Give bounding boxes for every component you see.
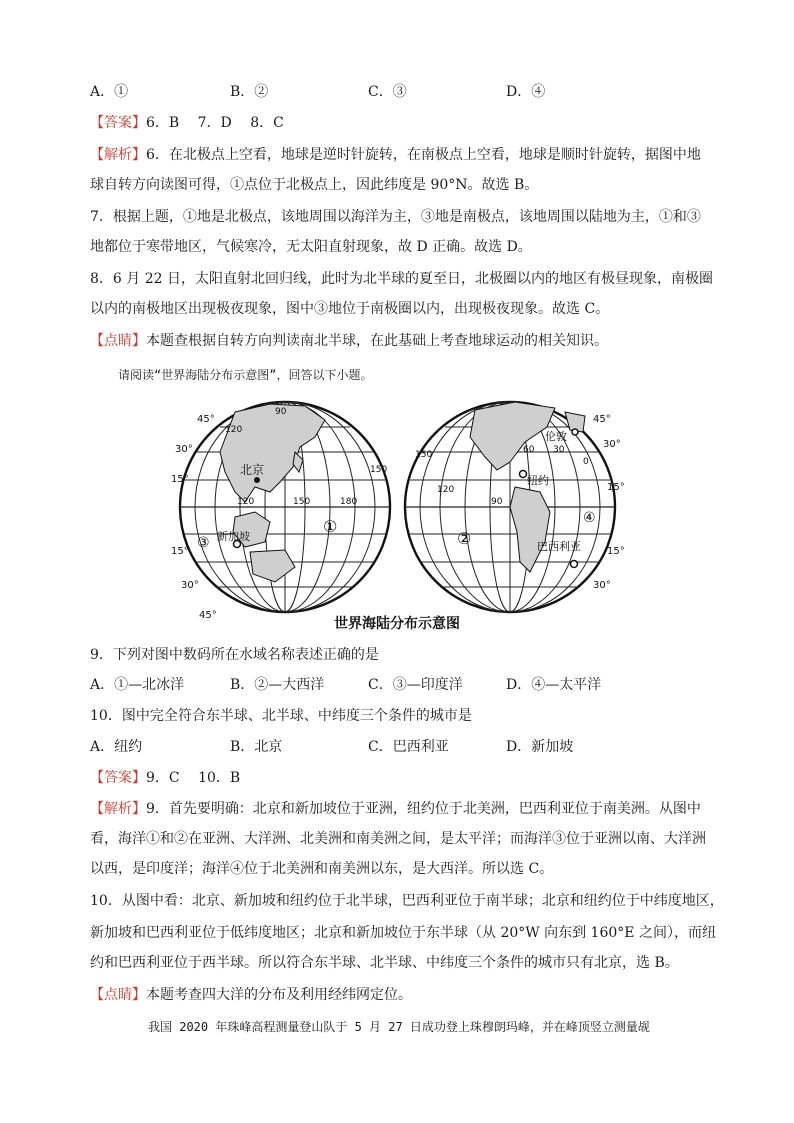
right-lat-15n: 15° (607, 482, 625, 493)
q9-option-d: D．④—太平洋 (506, 677, 602, 693)
analysis2-line-4: 10．从图中看：北京、新加坡和纽约位于北半球，巴西利亚位于南半球；北京和纽约位于中纬度地区， (90, 893, 724, 909)
left-lat-30s: 30° (181, 580, 199, 591)
london-dot (572, 429, 578, 435)
left-city-singapore: 新加坡 (217, 530, 250, 543)
right-lon-2: 120 (437, 485, 455, 495)
reading-intro: 请阅读“世界海陆分布示意图”，回答以下小题。 (118, 368, 373, 382)
comment-tag: 【点睛】 (90, 333, 146, 349)
q9-stem: 9．下列对图中数码所在水域名称表述正确的是 (90, 647, 379, 663)
brasilia-dot (571, 561, 578, 568)
right-lon-5: 30 (553, 445, 565, 455)
analysis2-line-2: 看，海洋①和②在亚洲、大洋洲、北美洲和南美洲之间，是太平洋；而海洋③位于亚洲以南、大洋洲 (90, 831, 706, 847)
q9-option-b: B．②—大西洋 (230, 677, 325, 693)
analysis2-line-6: 约和巴西利亚位于西半球。所以符合东半球、北半球、中纬度三个条件的城市只有北京，选 B。 (90, 955, 679, 971)
q10-option-a: A．纽约 (90, 739, 143, 755)
right-lon-1: 150 (415, 450, 433, 460)
option-a: A．① (90, 84, 129, 100)
right-lat-30n: 30° (603, 439, 621, 450)
analysis2-line-5: 新加坡和巴西利亚位于低纬度地区；北京和新加坡位于东半球（从 20°W 向东到 160°E 之间），而纽 (90, 925, 716, 941)
left-lon-6: 120 (225, 425, 243, 435)
option-b: B．② (230, 84, 269, 100)
right-lon-3: 90 (491, 497, 503, 507)
analysis2-line-1 (90, 799, 701, 819)
q10-stem: 10．图中完全符合东半球、北半球、中纬度三个条件的城市是 (90, 708, 472, 724)
q10-option-c: C．巴西利亚 (368, 739, 449, 755)
left-lon-4: 180 (340, 497, 358, 507)
left-lat-30n: 30° (175, 444, 193, 455)
q10-option-d: D．新加坡 (506, 739, 574, 755)
left-lat-15s: 15° (171, 546, 189, 557)
ocean-mark-2: ② (457, 529, 472, 548)
analysis-line-5: 8．6 月 22 日，太阳直射北回归线，此时为北半球的夏至日，北极圈以内的地区有极昼现象，南极圈 (90, 271, 713, 287)
left-lon-1: 90 (275, 407, 287, 417)
analysis-tag: 【解析】 (90, 147, 146, 163)
comment2-text: 本题考查四大洋的分布及利用经纬网定位。 (146, 987, 412, 1003)
left-lon-5: 150 (370, 465, 388, 475)
left-lon-2: 120 (237, 497, 255, 507)
right-lat-30s: 30° (593, 580, 611, 591)
answer-line (90, 113, 284, 133)
ocean-mark-4: ④ (583, 510, 596, 526)
right-city-newyork: 纽约 (527, 474, 549, 487)
answer2-line (90, 768, 240, 788)
q9-option-a: A．①—北冰洋 (90, 677, 185, 693)
analysis-text: 6．在北极点上空看，地球是逆时针旋转，在南极点上空看，地球是顺时针旋转，据图中地 (146, 147, 701, 163)
analysis-line-6: 以内的南极地区出现极夜现象，图中③地位于南极圈以内，出现极夜现象。故选 C。 (90, 301, 610, 317)
analysis2-tag: 【解析】 (90, 801, 146, 817)
analysis2-line-3: 以西，是印度洋；海洋④位于北美洲和南美洲以东，是大西洋。所以选 C。 (90, 861, 554, 877)
comment2-tag: 【点睛】 (90, 987, 146, 1003)
right-globe (405, 402, 615, 612)
analysis-line-3: 7．根据上题，①地是北极点，该地周围以海洋为主，③地是南极点，该地周围以陆地为主，①和③ (90, 209, 701, 225)
q9-option-c: C．③—印度洋 (368, 677, 463, 693)
newyork-dot (520, 471, 527, 478)
ocean-mark-1: ① (323, 517, 338, 536)
option-c: C．③ (368, 84, 407, 100)
beijing-dot (254, 477, 260, 483)
answer-text: 6．B 7．D 8．C (146, 115, 284, 131)
world-map-figure (171, 392, 625, 632)
next-passage-intro: 我国 2020 年珠峰高程测量登山队于 5 月 27 日成功登上珠穆朗玛峰，并在峰顶竖立测量觇 (148, 1020, 650, 1034)
answer2-tag: 【答案】 (90, 770, 146, 786)
comment2-line (90, 985, 412, 1005)
q10-option-b: B．北京 (230, 739, 283, 755)
figure-caption: 世界海陆分布示意图 (334, 616, 460, 632)
analysis-line-2: 球自转方向读图可得，①点位于北极点上，因此纬度是 90°N。故选 B。 (90, 177, 539, 193)
left-globe (180, 402, 390, 612)
right-lat-45n: 45° (593, 414, 611, 425)
option-d: D．④ (506, 84, 546, 100)
analysis-line-1 (90, 145, 701, 165)
analysis-line-4: 地都位于寒带地区，气候寒冷，无太阳直射现象，故 D 正确。故选 D。 (90, 239, 532, 255)
ocean-mark-3-left: ③ (197, 535, 210, 551)
left-lat-45n: 45° (197, 414, 215, 425)
analysis2-text: 9．首先要明确：北京和新加坡位于亚洲，纽约位于北美洲，巴西利亚位于南美洲。从图中 (146, 801, 701, 817)
answer2-text: 9．C 10．B (146, 770, 241, 786)
right-city-london: 伦敦 (545, 430, 567, 443)
right-lat-15s: 15° (607, 546, 625, 557)
right-lon-6: 0 (583, 457, 589, 467)
right-lon-4: 60 (523, 445, 535, 455)
left-lon-3: 150 (293, 497, 311, 507)
comment-text: 本题查根据自转方向判读南北半球，在此基础上考查地球运动的相关知识。 (146, 333, 608, 349)
answer-tag: 【答案】 (90, 115, 146, 131)
left-lat-15n: 15° (171, 474, 189, 485)
right-city-brasilia: 巴西利亚 (537, 540, 581, 553)
left-city-beijing: 北京 (240, 463, 265, 477)
comment-line (90, 331, 608, 351)
left-lat-45s: 45° (199, 610, 217, 621)
